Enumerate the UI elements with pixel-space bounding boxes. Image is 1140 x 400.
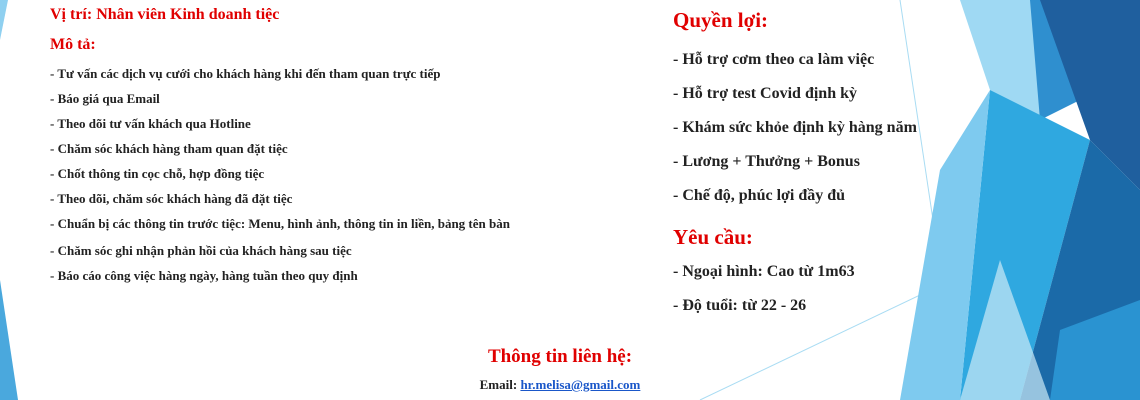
list-item: - Chế độ, phúc lợi đầy đủ [673, 187, 846, 204]
list-item: - Khám sức khỏe định kỳ hàng năm [673, 119, 917, 136]
list-item: - Chăm sóc khách hàng tham quan đặt tiệc [50, 141, 288, 156]
list-item: - Báo cáo công việc hàng ngày, hàng tuần theo quy định [50, 268, 358, 283]
list-item: - Chốt thông tin cọc chỗ, hợp đồng tiệc [50, 166, 265, 181]
email-link[interactable]: hr.melisa@gmail.com [520, 377, 641, 392]
contact-email-wrapper [480, 377, 641, 392]
position-heading: Vị trí: Nhân viên Kinh doanh tiệc [50, 6, 280, 23]
contact-heading-text: Thông tin liên hệ: [487, 346, 633, 367]
requirements-heading: Yêu cầu: [673, 225, 753, 249]
contact-email-line [0, 377, 1140, 393]
list-item: - Lương + Thưởng + Bonus [673, 153, 860, 170]
list-item: - Tư vấn các dịch vụ cưới cho khách hàng khi đến tham quan trực tiếp [50, 66, 441, 81]
contact-heading [0, 346, 1140, 368]
list-item: - Theo dõi tư vấn khách qua Hotline [50, 116, 251, 131]
list-item: - Hỗ trợ cơm theo ca làm việc [673, 51, 875, 68]
list-item: - Hỗ trợ test Covid định kỳ [673, 85, 857, 102]
list-item: - Báo giá qua Email [50, 91, 160, 106]
email-label: Email: [479, 377, 521, 392]
description-heading: Mô tả: [50, 36, 96, 53]
description-list [50, 66, 630, 293]
benefits-list [673, 49, 917, 219]
list-item: - Ngoại hình: Cao từ 1m63 [673, 263, 855, 280]
list-item: - Độ tuổi: từ 22 - 26 [673, 297, 807, 314]
benefits-heading: Quyền lợi: [673, 8, 769, 32]
list-item: - Chuẩn bị các thông tin trước tiệc: Menu, hình ảnh, thông tin in liền, bảng tên bàn [50, 216, 510, 231]
list-item: - Theo dõi, chăm sóc khách hàng đã đặt tiệc [50, 191, 293, 206]
list-item: - Chăm sóc ghi nhận phản hồi của khách hàng sau tiệc [50, 243, 352, 258]
requirements-list [673, 261, 855, 329]
